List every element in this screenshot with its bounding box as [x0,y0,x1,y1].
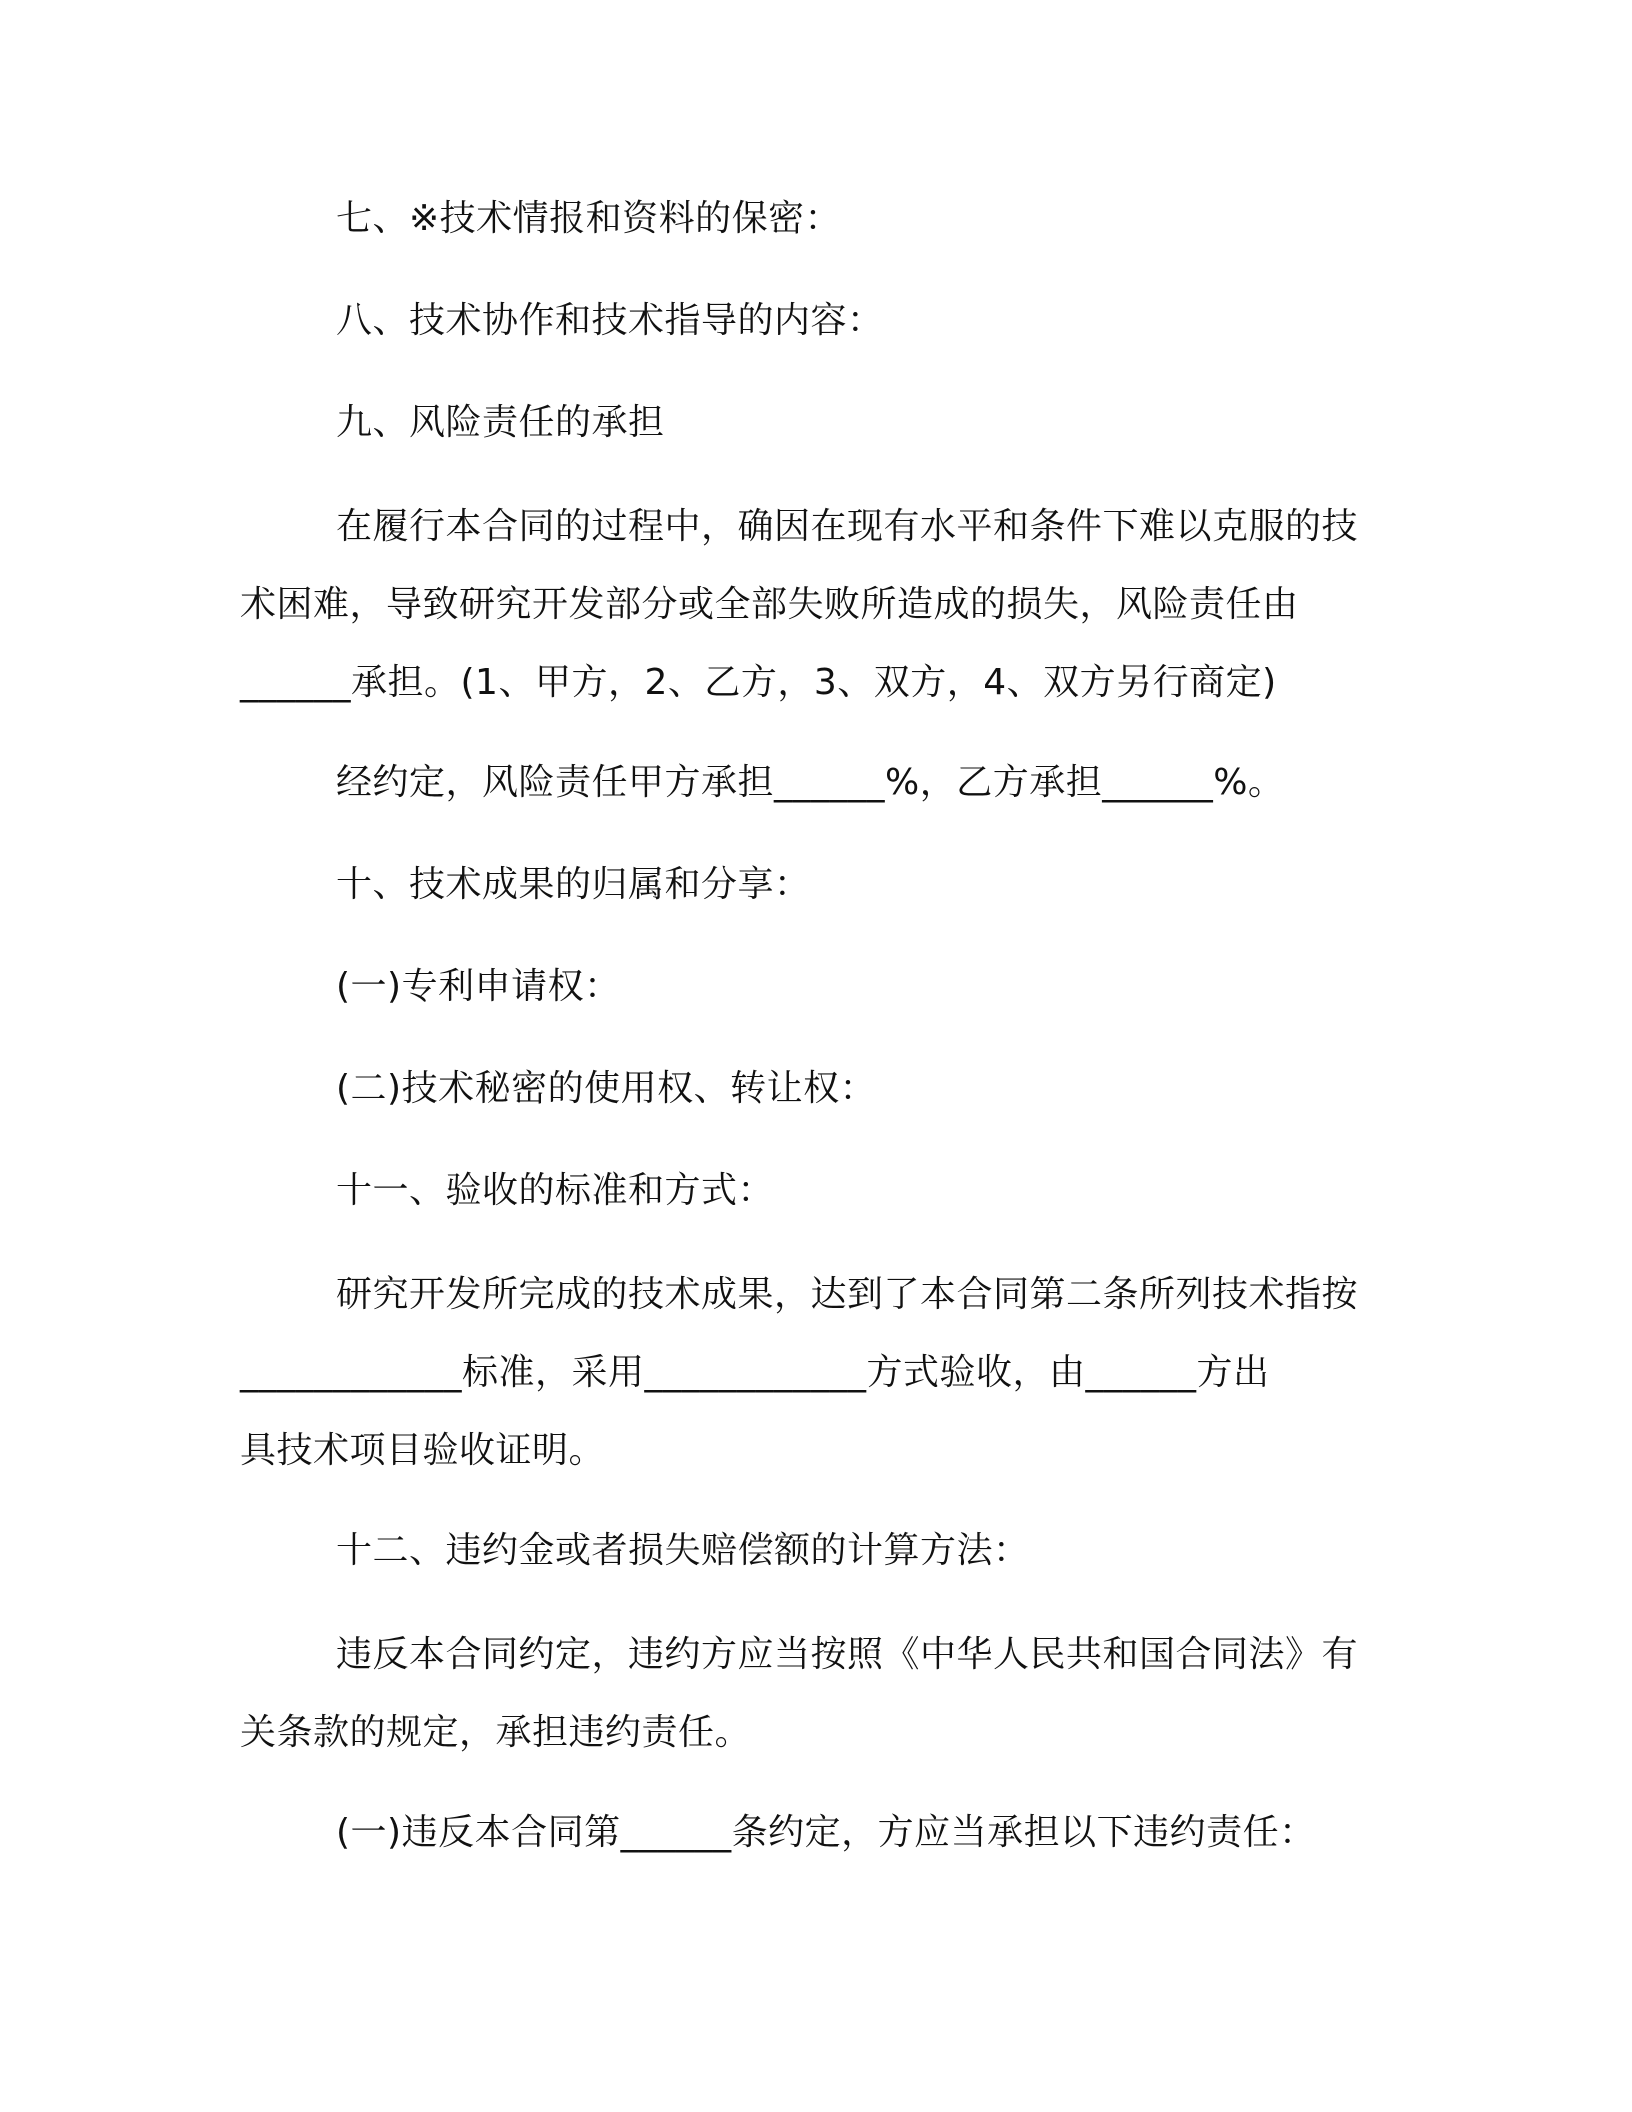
text-line: 八、技术协作和技术指导的内容： [336,300,884,341]
acceptance-paragraph [240,1256,1380,1490]
text-line: ______承担。(1、甲方，2、乙方，3、双方，4、双方另行商定) [240,662,1277,703]
text-line: 研究开发所完成的技术成果，达到了本合同第二条所列技术指按 [336,1274,1359,1315]
breach-item-1 [240,1794,1380,1872]
section-12-heading [240,1512,1380,1590]
trade-secret-item [240,1050,1380,1128]
text-line: 十二、违约金或者损失赔偿额的计算方法： [336,1530,1030,1571]
text-line: 术困难，导致研究开发部分或全部失败所造成的损失，风险责任由 [240,584,1299,625]
breach-liability-paragraph [240,1616,1380,1772]
text-line: (一)违反本合同第______条约定，方应当承担以下违约责任： [336,1812,1316,1853]
text-line: 十一、验收的标准和方式： [336,1170,775,1211]
patent-right-item [240,948,1380,1026]
text-line: 关条款的规定，承担违约责任。 [240,1712,752,1753]
text-line: 十、技术成果的归属和分享： [336,864,811,905]
section-7-heading [240,180,1380,258]
section-8-heading [240,282,1380,360]
text-line: ____________标准，采用____________方式验收，由______方出 [240,1352,1270,1393]
text-line: 违反本合同约定，违约方应当按照《中华人民共和国合同法》有 [336,1634,1359,1675]
text-line: 九、风险责任的承担 [336,402,665,443]
section-9-heading [240,384,1380,462]
text-line: 在履行本合同的过程中，确因在现有水平和条件下难以克服的技 [336,506,1359,547]
text-line: 具技术项目验收证明。 [240,1430,606,1471]
risk-responsibility-paragraph [240,488,1380,722]
text-line: 经约定，风险责任甲方承担______%，乙方承担______%。 [336,762,1285,803]
text-line: 七、※技术情报和资料的保密： [336,198,842,239]
section-10-heading [240,846,1380,924]
text-line: (一)专利申请权： [336,966,621,1007]
risk-share-paragraph [240,744,1380,822]
section-11-heading [240,1152,1380,1230]
text-line: (二)技术秘密的使用权、转让权： [336,1068,877,1109]
